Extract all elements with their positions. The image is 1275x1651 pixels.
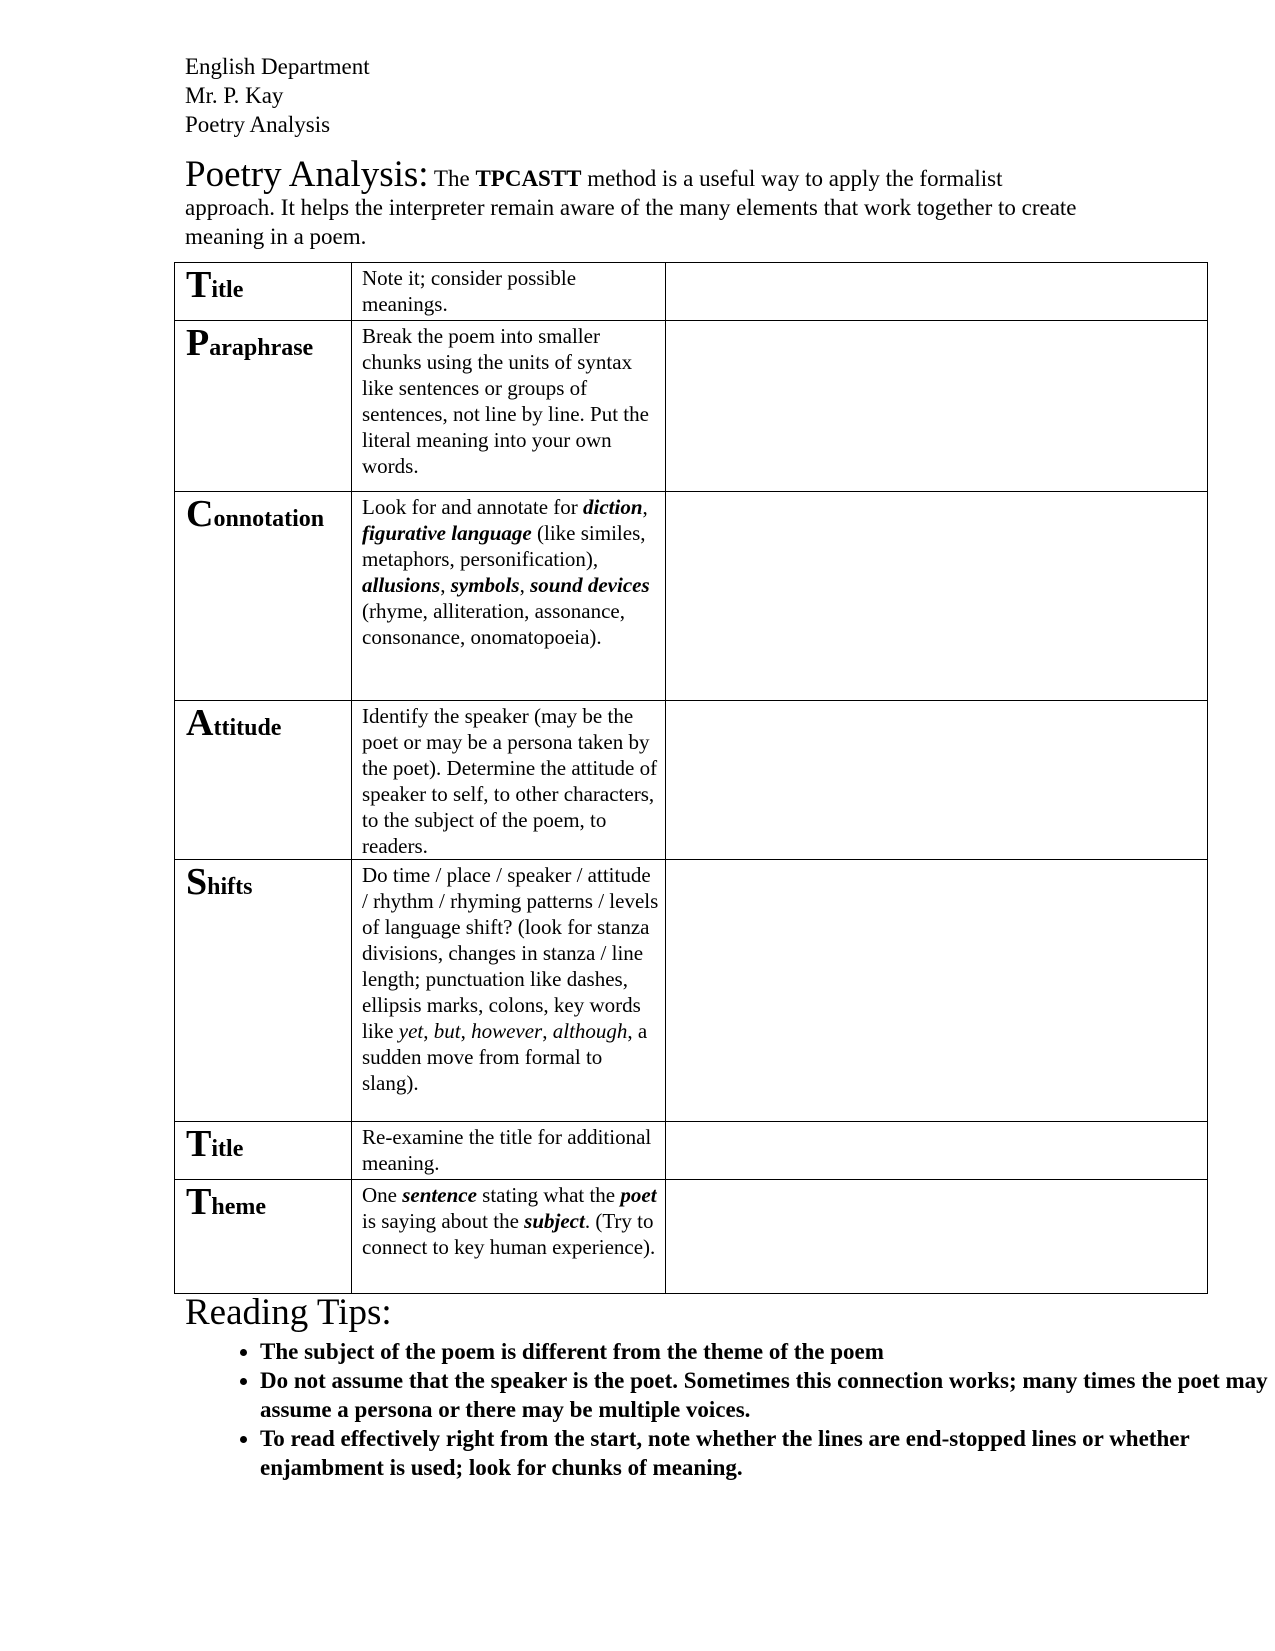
description-text: Do time / place / speaker / attitude / rhythm / rhyming patterns / levels of language shift? (look for stanza divisions, changes in stanza / line length; punctuation like dashes, ellipsis marks, colons, key words like	[362, 863, 659, 1043]
description-text: Look for and annotate for	[362, 495, 584, 519]
emphasized-term: although	[552, 1019, 628, 1043]
answer-cell[interactable]	[666, 1180, 1208, 1294]
term-cell	[175, 263, 352, 321]
term-rest: itle	[211, 277, 244, 303]
list-item: • To read effectively right from the start, note whether the lines are end-stopped lines or whether enjambment is used; look for chunks of meaning.	[260, 1424, 1270, 1482]
description-text: ,	[542, 1019, 553, 1043]
term-cell	[175, 321, 352, 492]
description-text: One	[362, 1183, 403, 1207]
table-row	[175, 701, 1208, 860]
description-text: ,	[423, 1019, 434, 1043]
term-rest: araphrase	[209, 335, 314, 361]
description-cell	[352, 860, 666, 1122]
document-header	[185, 52, 370, 139]
emphasized-term: diction	[583, 495, 643, 519]
answer-cell[interactable]	[666, 860, 1208, 1122]
description-text: ,	[519, 573, 531, 597]
answer-cell[interactable]	[666, 263, 1208, 321]
emphasized-term: sound devices	[530, 573, 650, 597]
table-row	[175, 492, 1208, 701]
intro-acronym: TPCASTT	[475, 166, 582, 191]
emphasized-term: subject	[524, 1209, 585, 1233]
term-initial: T	[186, 1181, 212, 1223]
description-text: Break the poem into smaller chunks using the units of syntax like sentences or groups of sentences, not line by line. Put the literal meaning into your own words.	[362, 324, 649, 478]
emphasized-term: however	[471, 1019, 543, 1043]
description-text: ,	[440, 573, 451, 597]
term-cell	[175, 701, 352, 860]
description-text: , a sudden move from formal to slang).	[362, 1019, 648, 1095]
table-row	[175, 1122, 1208, 1180]
emphasized-term: yet	[398, 1019, 424, 1043]
description-cell	[352, 701, 666, 860]
intro-heading: Poetry Analysis:	[185, 154, 429, 195]
emphasized-term: figurative language	[362, 521, 532, 545]
emphasized-term: allusions	[362, 573, 441, 597]
list-item: • The subject of the poem is different from the theme of the poem	[260, 1337, 1270, 1366]
term-rest: itle	[211, 1136, 244, 1162]
table-row	[175, 1180, 1208, 1294]
table-row	[175, 263, 1208, 321]
list-item: • Do not assume that the speaker is the poet. Sometimes this connection works; many times the poet may assume a persona or there may be multiple voices.	[260, 1366, 1270, 1424]
description-cell	[352, 492, 666, 701]
answer-cell[interactable]	[666, 1122, 1208, 1180]
description-text: ,	[460, 1019, 472, 1043]
term-rest: heme	[211, 1194, 267, 1220]
description-cell	[352, 1180, 666, 1294]
tpcastt-table	[174, 262, 1208, 1294]
term-initial: T	[186, 1123, 212, 1165]
description-cell	[352, 263, 666, 321]
term-initial: S	[186, 861, 208, 903]
table-row	[175, 860, 1208, 1122]
reading-tips-heading: Reading Tips:	[185, 1292, 392, 1333]
answer-cell[interactable]	[666, 492, 1208, 701]
emphasized-term: but	[433, 1019, 461, 1043]
term-initial: T	[186, 264, 212, 306]
intro-text-1: The	[428, 166, 476, 191]
emphasized-term: poet	[620, 1183, 657, 1207]
course-line: Poetry Analysis	[185, 112, 331, 137]
intro-paragraph	[185, 156, 1085, 251]
term-initial: A	[186, 702, 214, 744]
term-cell	[175, 1180, 352, 1294]
description-cell	[352, 1122, 666, 1180]
department-line: English Department	[185, 54, 370, 79]
term-cell	[175, 860, 352, 1122]
term-initial: C	[186, 493, 214, 535]
answer-cell[interactable]	[666, 701, 1208, 860]
description-text: is saying about the	[362, 1209, 525, 1233]
description-text: ,	[642, 495, 648, 519]
answer-cell[interactable]	[666, 321, 1208, 492]
emphasized-term: symbols	[450, 573, 520, 597]
description-text: Identify the speaker (may be the poet or may be a persona taken by the poet). Determine the attitude of speaker to self, to other characters, to the subject of the poem, to readers.	[362, 704, 658, 858]
description-cell	[352, 321, 666, 492]
term-rest: onnotation	[213, 506, 325, 532]
description-text: Note it; consider possible meanings.	[362, 266, 577, 316]
term-cell	[175, 1122, 352, 1180]
term-rest: hifts	[207, 874, 253, 900]
term-rest: ttitude	[213, 715, 282, 741]
description-text: (like similes, metaphors, personification),	[362, 521, 646, 571]
description-text: . (Try to connect to key human experience).	[362, 1209, 656, 1259]
description-text: Re-examine the title for additional meaning.	[362, 1125, 652, 1175]
table-row	[175, 321, 1208, 492]
description-text: stating what the	[476, 1183, 621, 1207]
description-text: (rhyme, alliteration, assonance, consonance, onomatopoeia).	[362, 599, 625, 649]
intro-text-2: method is a useful way to apply the formalist approach. It helps the interpreter remain aware of the many elements that work together to create meaning in a poem.	[185, 166, 1077, 249]
teacher-line: Mr. P. Kay	[185, 83, 284, 108]
emphasized-term: sentence	[402, 1183, 477, 1207]
term-cell	[175, 492, 352, 701]
term-initial: P	[186, 322, 210, 364]
reading-tips-list	[185, 1337, 1270, 1482]
